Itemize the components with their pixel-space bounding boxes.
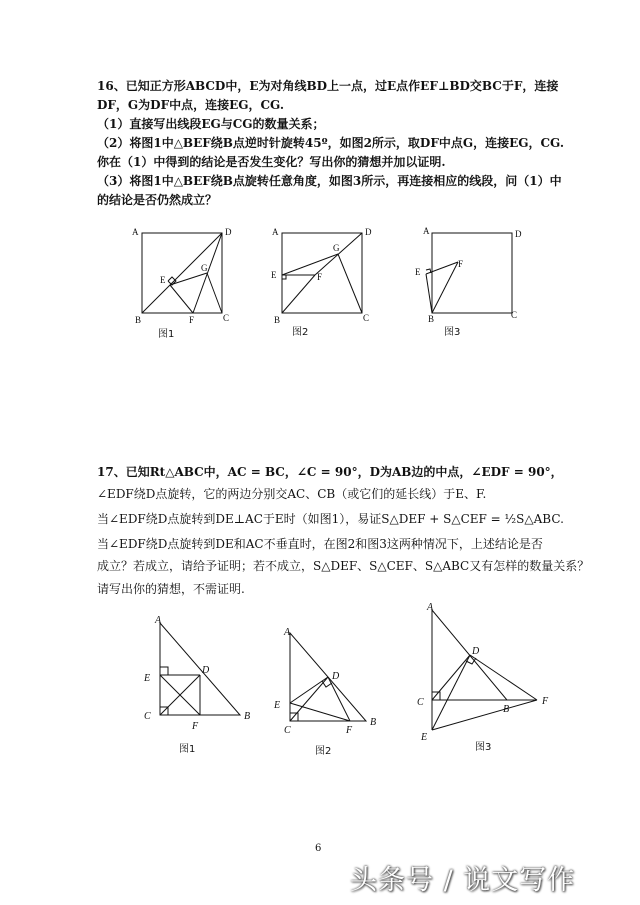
segment-be — [426, 274, 432, 313]
segment-bf — [432, 262, 458, 313]
label-a: A — [272, 227, 279, 237]
right-angle-mark-e — [282, 275, 286, 279]
p16-figure-2 — [270, 225, 380, 330]
p17-figure-2 — [270, 625, 385, 740]
p17-line-3: 当∠EDF绕D点旋转到DE⊥AC于E时（如图1），易证S△DEF + S△CEF = ½S△ABC. — [97, 512, 564, 526]
label-e: E — [160, 275, 166, 285]
p16-caption-3: 图3 — [444, 327, 461, 338]
label-c: C — [223, 313, 230, 323]
p17-figure-3 — [412, 600, 557, 745]
label-d: D — [365, 227, 372, 237]
label-b: B — [135, 315, 142, 325]
label-c: C — [363, 313, 370, 323]
p16-line-5: 你在（1）中得到的结论是否发生变化？写出你的猜想并加以证明. — [97, 155, 446, 169]
p16-line-6: （3）将图1中△BEF绕B点旋转任意角度，如图3所示，再连接相应的线段，问（1）中 — [97, 174, 562, 188]
segment-ef — [290, 703, 350, 721]
label-a: A — [427, 602, 434, 613]
label-b: B — [370, 717, 377, 728]
label-e: E — [415, 267, 421, 277]
p16-line-4: （2）将图1中△BEF绕B点逆时针旋转45º，如图2所示，取DF中点G，连接EG，CG. — [97, 136, 565, 150]
p17-caption-3: 图3 — [475, 742, 492, 753]
segment-eg — [282, 254, 338, 275]
label-d: D — [202, 665, 210, 676]
segment-df — [470, 655, 537, 700]
label-f: F — [542, 696, 549, 707]
label-g: G — [201, 263, 208, 273]
p16-figure-3 — [415, 225, 525, 330]
label-d: D — [515, 229, 522, 239]
p17-line-6: 请写出你的猜想，不需证明. — [97, 582, 245, 596]
p17-figure-1 — [140, 615, 255, 732]
p17-line-4: 当∠EDF绕D点旋转到DE和AC不垂直时，在图2和图3这两种情况下，上述结论是否 — [97, 537, 543, 551]
p17-line-1: 17、已知Rt△ABC中，AC = BC，∠C = 90°，D为AB边的中点，∠EDF = 90°， — [97, 465, 563, 479]
label-a: A — [423, 226, 430, 236]
label-d: D — [332, 671, 340, 682]
label-f: F — [192, 721, 199, 732]
label-c: C — [417, 697, 424, 708]
p16-line-3: （1）直接写出线段EG与CG的数量关系； — [97, 117, 325, 131]
label-e: E — [271, 270, 277, 280]
label-b: B — [428, 314, 435, 324]
label-d: D — [225, 227, 232, 237]
diagonal-bd — [142, 233, 222, 313]
label-b: B — [503, 704, 510, 715]
segment-cg — [338, 254, 362, 313]
label-f: F — [189, 315, 195, 325]
p16-caption-1: 图1 — [158, 329, 175, 340]
p17-line-5: 成立？若成立，请给予证明；若不成立，S△DEF、S△CEF、S△ABC又有怎样的数量关系？ — [97, 559, 590, 573]
right-angle-mark-e — [160, 667, 168, 675]
label-c: C — [144, 711, 151, 722]
label-e: E — [274, 700, 281, 711]
label-a: A — [155, 615, 162, 626]
segment-cg — [207, 273, 222, 313]
label-f: F — [346, 725, 353, 736]
watermark: 头条号 / 说文写作 — [350, 865, 576, 896]
p17-caption-1: 图1 — [179, 744, 196, 755]
segment-ef — [432, 700, 537, 730]
label-b: B — [274, 315, 281, 325]
label-f: F — [458, 259, 464, 269]
label-e: E — [421, 732, 428, 743]
label-b: B — [244, 711, 251, 722]
p17-line-2: ∠EDF绕D点旋转，它的两边分别交AC、CB（或它们的延长线）于E、F. — [97, 487, 487, 501]
p16-line-7: 的结论是否仍然成立？ — [97, 193, 218, 207]
label-c: C — [284, 725, 291, 736]
label-a: A — [284, 627, 291, 638]
label-g: G — [333, 243, 340, 253]
label-a: A — [132, 227, 139, 237]
label-c: C — [511, 310, 518, 320]
label-f: F — [317, 272, 323, 282]
p16-figure-1 — [130, 225, 240, 330]
page-number: 6 — [315, 843, 322, 854]
label-e: E — [144, 673, 151, 684]
p16-caption-2: 图2 — [292, 327, 309, 338]
p16-line-2: DF，G为DF中点，连接EG，CG. — [97, 98, 285, 112]
square-abcd — [432, 233, 512, 313]
p17-caption-2: 图2 — [315, 746, 332, 757]
segment-ef — [170, 285, 193, 313]
segment-bf — [282, 275, 315, 313]
p16-line-1: 16、已知正方形ABCD中，E为对角线BD上一点，过E点作EF⊥BD交BC于F，连接 — [97, 79, 559, 93]
label-d: D — [472, 646, 480, 657]
